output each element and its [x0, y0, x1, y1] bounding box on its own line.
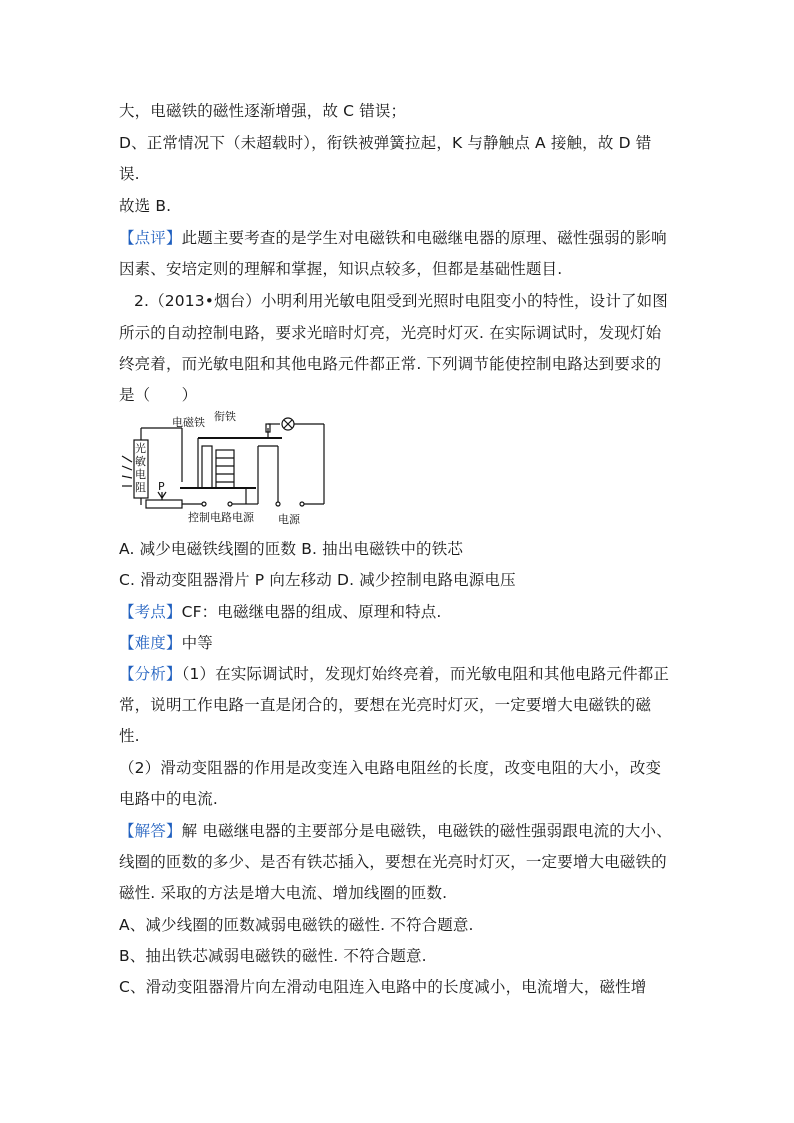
fenxi-text-1: （1）在实际调试时，发现灯始终亮着，而光敏电阻和其他电路元件都正	[181, 665, 670, 683]
jieda-tag: 【解答】	[119, 822, 182, 840]
text-line-4: 故选 B.	[119, 197, 172, 215]
label-photo-4: 阻	[135, 481, 146, 494]
comment-text: 此题主要考查的是学生对电磁铁和电磁继电器的原理、磁性强弱的影响	[181, 229, 667, 247]
answer-a-line: A、减少线圈的匝数减弱电磁铁的磁性. 不符合题意.	[119, 916, 474, 934]
label-armature: 衔铁	[214, 410, 236, 423]
kaodian-line	[119, 601, 679, 623]
text-line-2: D、正常情况下（未超载时），衔铁被弹簧拉起，K 与静触点 A 接触，故 D 错	[119, 134, 652, 152]
text-line-1: 大，电磁铁的磁性逐渐增强，故 C 错误；	[119, 102, 407, 120]
jieda-line-3: 磁性. 采取的方法是增大电流、增加线圈的匝数.	[119, 884, 448, 902]
question-line-1: 2.（2013•烟台）小明利用光敏电阻受到光照时电阻变小的特性，设计了如图	[134, 292, 668, 310]
fenxi-tag: 【分析】	[119, 665, 182, 683]
comment-tag: 【点评】	[119, 229, 182, 247]
label-electromagnet: 电磁铁	[172, 416, 205, 429]
kaodian-tag: 【考点】	[119, 603, 182, 621]
comment-line-2: 因素、安培定则的理解和掌握，知识点较多，但都是基础性题目.	[119, 260, 563, 278]
label-photo-3: 电	[135, 468, 146, 481]
nandu-line	[119, 632, 679, 654]
nandu-tag: 【难度】	[119, 634, 182, 652]
jieda-line-2: 线圈的匝数的多少、是否有铁芯插入，要想在光亮时灯灭，一定要增大电磁铁的	[119, 853, 667, 871]
fenxi-line-2: 常，说明工作电路一直是闭合的，要想在光亮时灯灭，一定要增大电磁铁的磁	[119, 696, 652, 714]
kaodian-text: CF：电磁继电器的组成、原理和特点.	[181, 603, 442, 621]
jieda-text-1: 解 电磁继电器的主要部分是电磁铁，电磁铁的磁性强弱跟电流的大小、	[181, 822, 672, 840]
circuit-svg	[118, 408, 338, 530]
text-line-3: 误.	[119, 165, 140, 183]
fenxi-line-4: （2）滑动变阻器的作用是改变连入电路电阻丝的长度，改变电阻的大小，改变	[119, 759, 662, 777]
fenxi-line-1	[119, 663, 679, 685]
answer-c-line: C、滑动变阻器滑片向左滑动电阻连入电路中的长度减小，电流增大，磁性增	[119, 978, 647, 996]
label-photo-2: 敏	[135, 455, 146, 468]
label-photo-1: 光	[135, 442, 146, 455]
jieda-line-1	[119, 820, 679, 842]
fenxi-line-5: 电路中的电流.	[119, 790, 218, 808]
circuit-diagram	[118, 408, 338, 530]
label-control-power: 控制电路电源	[188, 511, 254, 524]
nandu-text: 中等	[181, 634, 213, 652]
question-line-2: 所示的自动控制电路，要求光暗时灯亮，光亮时灯灭. 在实际调试时，发现灯始	[119, 324, 662, 342]
answer-b-line: B、抽出铁芯减弱电磁铁的磁性. 不符合题意.	[119, 947, 427, 965]
option-line-2: C. 滑动变阻器滑片 P 向左移动 D. 减少控制电路电源电压	[119, 571, 516, 589]
question-line-3: 终亮着，而光敏电阻和其他电路元件都正常. 下列调节能使控制电路达到要求的	[119, 355, 662, 373]
label-slider-p: P	[158, 480, 165, 493]
label-power: 电源	[278, 513, 300, 526]
fenxi-line-3: 性.	[119, 727, 140, 745]
comment-line-1	[119, 227, 679, 249]
option-line-1: A. 减少电磁铁线圈的匝数 B. 抽出电磁铁中的铁芯	[119, 540, 464, 558]
question-line-4: 是（ ）	[119, 386, 198, 404]
